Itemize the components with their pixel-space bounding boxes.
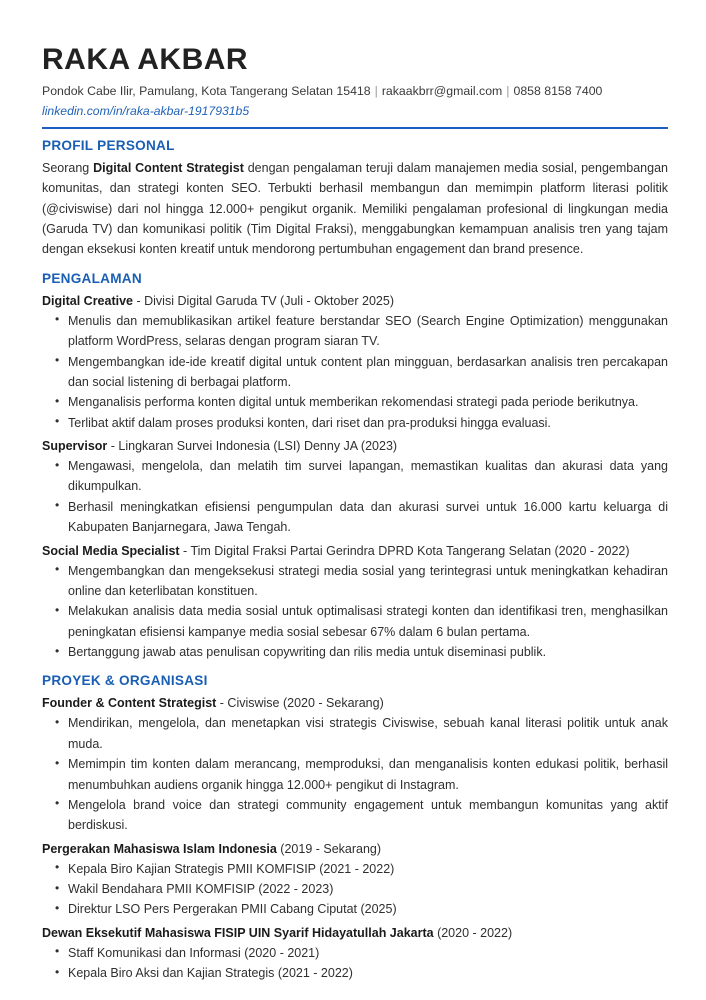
entry-role: Founder & Content Strategist bbox=[42, 696, 217, 711]
experience-entry bbox=[42, 291, 668, 433]
entry-bullet-list bbox=[42, 713, 668, 835]
bullet-item: • Mengelola brand voice dan strategi community engagement untuk membangun komunitas yang aktif berdiskusi. bbox=[42, 795, 668, 836]
entry-meta: - Divisi Digital Garuda TV (Juli - Oktober 2025) bbox=[133, 293, 394, 308]
linkedin-link[interactable]: linkedin.com/in/raka-akbar-1917931b5 bbox=[42, 103, 250, 118]
profile-text-before: Seorang bbox=[42, 160, 94, 175]
bullet-item: • Wakil Bendahara PMII KOMFISIP (2022 - 2023) bbox=[42, 879, 668, 899]
projects-entry-list bbox=[42, 693, 668, 983]
bullet-item: • Mengembangkan ide-ide kreatif digital untuk content plan mingguan, berdasarkan analisis tren percakapan dan social listening di berbagai platform. bbox=[42, 352, 668, 393]
entry-role: Supervisor bbox=[42, 439, 108, 454]
candidate-name: RAKA AKBAR bbox=[42, 43, 249, 76]
profile-text-after: dengan pengalaman teruji dalam manajemen media sosial, pengembangan komunitas, dan strategi konten SEO. Terbukti berhasil membangun dan memimpin platform literasi politik (@civiswise) dari nol hingga 12.000+ pengikut organik. Memiliki pengalaman profesional di lingkungan media (Garuda TV) dan komunikasi politik (Tim Digital Fraksi), menggabungkan kemampuan analisis tren yang tajam dengan eksekusi konten kreatif untuk mendorong pertumbuhan engagement dan brand presence. bbox=[42, 160, 668, 257]
entry-heading bbox=[42, 291, 668, 311]
section-title-projects: PROYEK & ORGANISASI bbox=[42, 673, 208, 689]
entry-meta: (2020 - 2022) bbox=[433, 925, 513, 940]
experience-entry bbox=[42, 923, 668, 984]
bullet-item: • Melakukan analisis data media sosial untuk optimalisasi strategi konten dan identifikasi tren, menghasilkan peningkatan efisiensi kampanye media sosial sebesar 67% dalam 6 bulan pertama. bbox=[42, 601, 668, 642]
entry-role: Pergerakan Mahasiswa Islam Indonesia bbox=[42, 841, 277, 856]
entry-meta: - Lingkaran Survei Indonesia (LSI) Denny JA (2023) bbox=[107, 439, 398, 454]
resume-header bbox=[42, 44, 668, 129]
bullet-item: • Direktur LSO Pers Pergerakan PMII Cabang Ciputat (2025) bbox=[42, 899, 668, 919]
entry-role: Digital Creative bbox=[42, 293, 134, 308]
bullet-item: • Berhasil meningkatkan efisiensi pengumpulan data dan akurasi survei untuk 16.000 kartu keluarga di Kabupaten Banjarnegara, Jawa Tengah. bbox=[42, 497, 668, 538]
entry-bullet-list bbox=[42, 859, 668, 920]
bullet-item: • Menulis dan memublikasikan artikel feature berstandar SEO (Search Engine Optimization) menggunakan platform WordPress, selaras dengan program siaran TV. bbox=[42, 311, 668, 352]
experience-entry bbox=[42, 693, 668, 835]
section-profile bbox=[42, 138, 668, 260]
entry-bullet-list bbox=[42, 311, 668, 433]
entry-heading bbox=[42, 839, 668, 859]
profile-paragraph bbox=[42, 158, 668, 260]
bullet-item: • Mendirikan, mengelola, dan menetapkan visi strategis Civiswise, sebuah kanal literasi politik untuk anak muda. bbox=[42, 713, 668, 754]
section-title-profile: PROFIL PERSONAL bbox=[42, 137, 175, 153]
email-text[interactable]: rakaakbrr@gmail.com bbox=[381, 84, 503, 99]
entry-meta: - Tim Digital Fraksi Partai Gerindra DPRD Kota Tangerang Selatan (2020 - 2022) bbox=[179, 543, 630, 558]
experience-entry bbox=[42, 839, 668, 920]
entry-bullet-list bbox=[42, 943, 668, 984]
header-divider bbox=[42, 127, 668, 129]
contact-separator-1: | bbox=[374, 84, 378, 99]
bullet-item: • Kepala Biro Aksi dan Kajian Strategis (2021 - 2022) bbox=[42, 963, 668, 983]
entry-meta: (2019 - Sekarang) bbox=[276, 841, 382, 856]
entry-role: Social Media Specialist bbox=[42, 543, 180, 558]
bullet-item: • Mengawasi, mengelola, dan melatih tim survei lapangan, memastikan kualitas dan akurasi data yang dikumpulkan. bbox=[42, 456, 668, 497]
entry-meta: - Civiswise (2020 - Sekarang) bbox=[216, 696, 384, 711]
entry-heading bbox=[42, 436, 668, 456]
entry-heading bbox=[42, 923, 668, 943]
entry-role: Dewan Eksekutif Mahasiswa FISIP UIN Syarif Hidayatullah Jakarta bbox=[42, 925, 434, 940]
experience-entry bbox=[42, 541, 668, 663]
bullet-item: • Kepala Biro Kajian Strategis PMII KOMFISIP (2021 - 2022) bbox=[42, 859, 668, 879]
entry-heading bbox=[42, 541, 668, 561]
bullet-item: • Terlibat aktif dalam proses produksi konten, dari riset dan pra-produksi hingga evaluasi. bbox=[42, 413, 668, 433]
contact-separator-2: | bbox=[506, 84, 510, 99]
section-projects bbox=[42, 673, 668, 983]
bullet-item: • Bertanggung jawab atas penulisan copywriting dan rilis media untuk diseminasi publik. bbox=[42, 642, 668, 662]
section-experience bbox=[42, 271, 668, 663]
entry-bullet-list bbox=[42, 561, 668, 663]
entry-bullet-list bbox=[42, 456, 668, 538]
profile-text-bold: Digital Content Strategist bbox=[93, 160, 244, 175]
bullet-item: • Memimpin tim konten dalam merancang, memproduksi, dan menganalisis konten edukasi politik, berhasil menumbuhkan audiens organik hingga 12.000+ pengikut di Instagram. bbox=[42, 754, 668, 795]
address-text: Pondok Cabe Ilir, Pamulang, Kota Tangerang Selatan 15418 bbox=[42, 84, 371, 99]
phone-text[interactable]: 0858 8158 7400 bbox=[513, 84, 603, 99]
contact-line bbox=[42, 83, 668, 100]
experience-entry-list bbox=[42, 291, 668, 663]
entry-heading bbox=[42, 693, 668, 713]
bullet-item: • Mengembangkan dan mengeksekusi strategi media sosial yang terintegrasi untuk meningkatkan kehadiran online dan keterlibatan konstituen. bbox=[42, 561, 668, 602]
experience-entry bbox=[42, 436, 668, 538]
section-title-experience: PENGALAMAN bbox=[42, 270, 142, 286]
bullet-item: • Menganalisis performa konten digital untuk memberikan rekomendasi strategi pada periode berikutnya. bbox=[42, 392, 668, 412]
bullet-item: • Staff Komunikasi dan Informasi (2020 - 2021) bbox=[42, 943, 668, 963]
